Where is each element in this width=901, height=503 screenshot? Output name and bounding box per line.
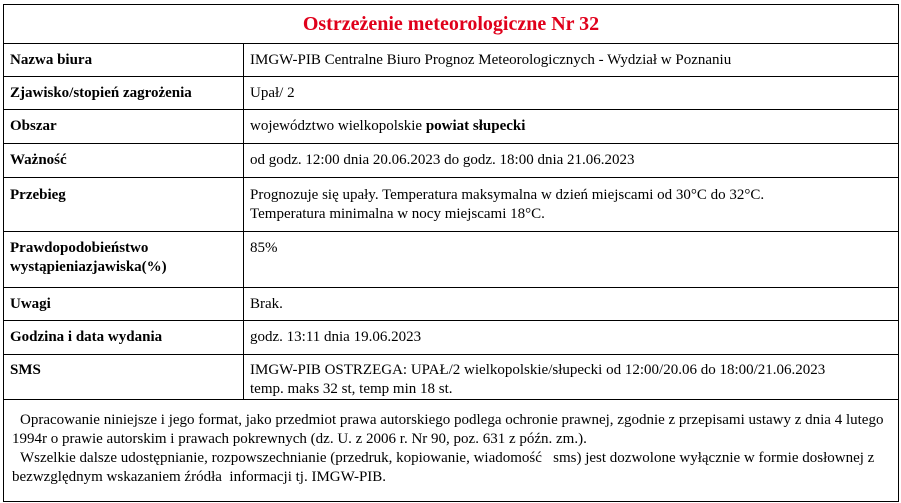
area-label: Obszar [4, 110, 244, 144]
office-label: Nazwa biura [4, 44, 244, 77]
validity-value: od godz. 12:00 dnia 20.06.2023 do godz. 18:00 dnia 21.06.2023 [244, 144, 899, 178]
issued-label: Godzina i data wydania [4, 321, 244, 355]
table-row-probability [4, 232, 898, 288]
probability-label [4, 232, 244, 288]
remarks-value: Brak. [244, 288, 899, 321]
sms-label: SMS [4, 355, 244, 400]
table-row-course [4, 178, 898, 232]
warning-title: Ostrzeżenie meteorologiczne Nr 32 [4, 5, 898, 44]
course-label: Przebieg [4, 178, 244, 232]
issued-value: godz. 13:11 dnia 19.06.2023 [244, 321, 899, 355]
validity-label: Ważność [4, 144, 244, 178]
area-county: powiat słupecki [425, 118, 526, 134]
sms-line-1: IMGW-PIB OSTRZEGA: UPAŁ/2 wielkopolskie/słupecki od 12:00/20.06 do 18:00/21.06.2023 [250, 362, 826, 378]
phenomenon-label: Zjawisko/stopień zagrożenia [4, 77, 244, 110]
course-line-1: Prognozuje się upały. Temperatura maksymalna w dzień miejscami od 30°C do 32°C. [250, 187, 765, 203]
table-row-validity [4, 144, 898, 178]
course-value [244, 178, 899, 232]
course-line-2: Temperatura minimalna w nocy miejscami 18°C. [250, 206, 545, 222]
warning-table [4, 44, 898, 400]
remarks-label: Uwagi [4, 288, 244, 321]
sms-line-2: temp. maks 32 st, temp min 18 st. [250, 381, 453, 397]
probability-value: 85% [244, 232, 899, 288]
copyright-paragraph-2: Wszelkie dalsze udostępnianie, rozpowszechnianie (przedruk, kopiowanie, wiadomość sms) jest dozwolone wyłącznie w formie dosłownej z bezwzględnym wskazaniem źródła informacji tj. IMGW-PIB. [12, 450, 879, 485]
table-row-issued [4, 321, 898, 355]
table-row-phenomenon [4, 77, 898, 110]
probability-label-line-2: wystąpieniazjawiska(%) [10, 259, 167, 275]
area-region: województwo wielkopolskie [250, 118, 426, 134]
office-value: IMGW-PIB Centralne Biuro Prognoz Meteorologicznych - Wydział w Poznaniu [244, 44, 899, 77]
area-value [244, 110, 899, 144]
phenomenon-value: Upał/ 2 [244, 77, 899, 110]
table-row-remarks [4, 288, 898, 321]
table-row-office [4, 44, 898, 77]
table-row-area [4, 110, 898, 144]
sms-value [244, 355, 899, 400]
probability-label-line-1: Prawdopodobieństwo [10, 240, 149, 256]
warning-document [3, 4, 899, 502]
copyright-paragraph-1: Opracowanie niniejsze i jego format, jako przedmiot prawa autorskiego podlega ochronie prawnej, zgodnie z przepisami ustawy z dnia 4 lutego 1994r o prawie autorskim i prawach pokrewnych (dz. U. z 2006 r. Nr 90, poz. 631 z późn. zm.). [12, 412, 884, 447]
copyright-notice [4, 400, 898, 487]
table-row-sms [4, 355, 898, 400]
